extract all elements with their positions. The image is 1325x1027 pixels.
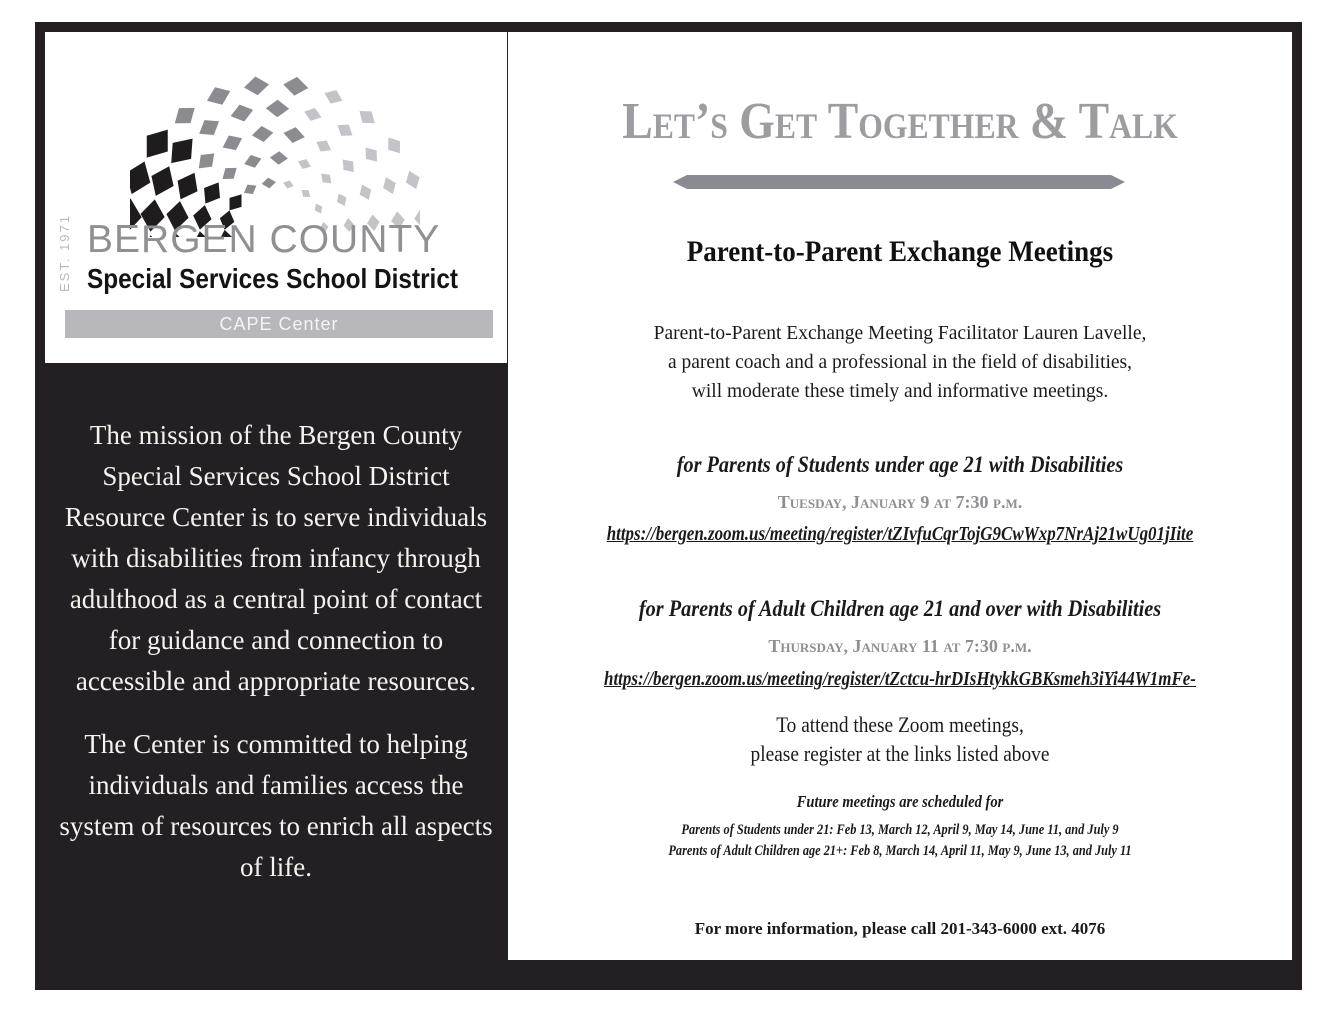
facilitator-line: Parent-to-Parent Exchange Meeting Facilitator Lauren Lavelle, [653, 323, 1147, 344]
subtitle: Parent-to-Parent Exchange Meetings [686, 235, 1114, 268]
facilitator-description [508, 319, 1292, 406]
contact-info: For more information, please call 201-343-6000 ext. 4076 [694, 919, 1106, 938]
cape-center-bar: CAPE Center [65, 310, 493, 338]
group-students-date: Tuesday, January 9 at 7:30 p.m. [777, 492, 1023, 512]
future-meetings-students: Parents of Students under 21: Feb 13, March 12, April 9, May 14, June 11, and July 9 [681, 822, 1119, 838]
group-adults-title: for Parents of Adult Children age 21 and over with Disabilities [638, 596, 1162, 621]
mission-paragraph: The mission of the Bergen County Special Services School District Resource Center is to serve individuals with disabilities from infancy through adulthood as a central point of contact for guidance and connection to accessible and appropriate resources. [64, 420, 488, 696]
group-adults-date: Thursday, January 11 at 7:30 p.m. [768, 636, 1032, 656]
meeting-info-panel [508, 32, 1292, 960]
facilitator-line: a parent coach and a professional in the field of disabilities, [667, 352, 1133, 373]
county-name: BERGEN COUNTY [87, 218, 441, 261]
facilitator-line: will moderate these timely and informative meetings. [691, 381, 1109, 402]
logo-panel [45, 32, 507, 363]
diamond-fan-logo-icon [130, 57, 420, 237]
mission-statement [58, 415, 494, 910]
future-meetings-title: Future meetings are scheduled for [796, 792, 1004, 811]
mission-paragraph: The Center is committed to helping individuals and families access the system of resources to enrich all aspects of life. [59, 729, 493, 882]
headline: Let’s Get Together & Talk [622, 93, 1178, 150]
attend-instructions [555, 710, 1245, 768]
group-students-title: for Parents of Students under age 21 with Disabilities [676, 452, 1124, 477]
attend-line: please register at the links listed above [750, 741, 1050, 766]
established-year: EST. 1971 [57, 214, 72, 292]
attend-line: To attend these Zoom meetings, [776, 712, 1024, 737]
arrow-divider-icon [673, 173, 1125, 191]
district-name: Special Services School District [87, 263, 458, 294]
future-meetings-adults: Parents of Adult Children age 21+: Feb 8, March 14, April 11, May 9, June 13, and July 11 [668, 843, 1132, 859]
group-students-register-link[interactable]: https://bergen.zoom.us/meeting/register/tZIvfuCqrTojG9CwWxp7NrAj21wUg01jIite [606, 524, 1194, 545]
group-adults-register-link[interactable]: https://bergen.zoom.us/meeting/register/tZctcu-hrDIsHtykkGBKsmeh3iYi44W1mFe- [604, 669, 1196, 690]
